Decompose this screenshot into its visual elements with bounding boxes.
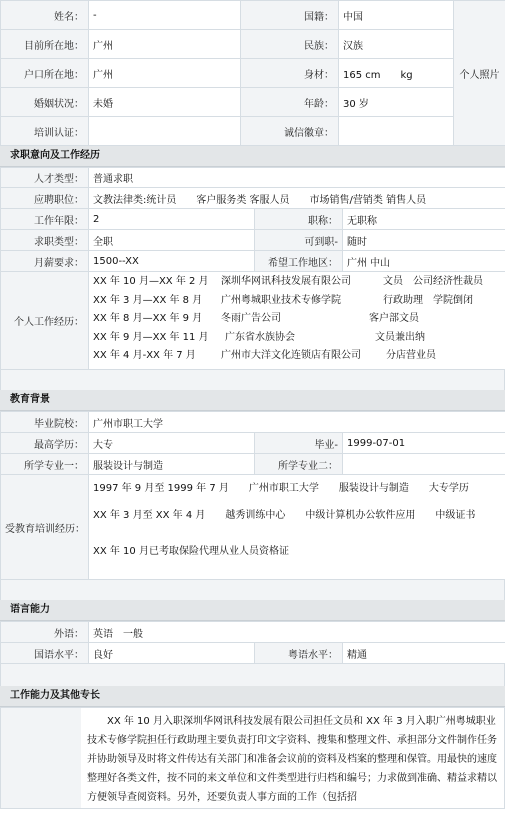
major1-label: 所学专业一： xyxy=(1,454,89,475)
section-title-language: 语言能力 xyxy=(0,600,505,621)
skills-label-cell xyxy=(1,708,81,808)
credit-badge-value xyxy=(339,117,454,146)
hukou-value: 广州 xyxy=(89,59,241,88)
skills-text: XX 年 10 月入职深圳华网讯科技发展有限公司担任文员和 XX 年 3 月入职广州粤城职业技术专修学院担任行政助理主要负责打印文字资料、搜集和整理文件、承担部分文件制作任务并协助领导及时将文件传达有关部门和准备会议前的资料及档案的整理和保管。用最快的速度整理好各类文件，按不同的来文单位和文件类型进行归档和编号；力求做到准确、精益求精以方便领导查阅资料。另外，还要负责人事方面的工作（包括招 xyxy=(87,716,497,803)
basic-info-table xyxy=(0,0,505,146)
ethnicity-value: 汉族 xyxy=(339,30,454,59)
credit-badge-label: 诚信徽章： xyxy=(241,117,339,146)
available-value: 随时 xyxy=(343,230,505,251)
position-value: 文教法律类:统计员 客户服务类 客服人员 市场销售/营销类 销售人员 xyxy=(89,188,505,209)
name-label: 姓名： xyxy=(1,1,89,30)
section-spacer xyxy=(0,664,505,686)
education-table xyxy=(0,411,505,580)
talent-type-value: 普通求职 xyxy=(89,168,505,188)
mandarin-value: 良好 xyxy=(89,643,255,664)
training-history-label: 受教育培训经历： xyxy=(1,475,89,580)
salary-value: 1500--XX xyxy=(89,251,255,272)
experience-item: XX 年 10 月—XX 年 2 月 深圳华网讯科技发展有限公司 文员 公司经济性裁员 xyxy=(93,276,483,287)
major2-value xyxy=(343,454,505,475)
job-type-value: 全职 xyxy=(89,230,255,251)
experience-item: XX 年 9 月—XX 年 11 月 广东省水族协会 文员兼出纳 xyxy=(93,331,425,343)
photo-placeholder: 个人照片 xyxy=(454,1,505,146)
marital-value: 未婚 xyxy=(89,88,241,117)
experience-list xyxy=(89,272,505,370)
name-value: - xyxy=(89,1,241,30)
area-value: 广州 中山 xyxy=(343,251,505,272)
age-label: 年龄： xyxy=(241,88,339,117)
cantonese-label: 粤语水平： xyxy=(255,643,343,664)
work-years-label: 工作年限： xyxy=(1,209,89,230)
mandarin-label: 国语水平： xyxy=(1,643,89,664)
experience-item: XX 年 8 月—XX 年 9 月 冬雨广告公司 客户部文员 xyxy=(93,313,419,324)
cantonese-value: 精通 xyxy=(343,643,505,664)
location-label: 目前所在地： xyxy=(1,30,89,59)
section-spacer xyxy=(0,370,505,390)
training-cert-value xyxy=(89,117,241,146)
location-value: 广州 xyxy=(89,30,241,59)
degree-label: 最高学历： xyxy=(1,433,89,454)
talent-type-label: 人才类型： xyxy=(1,168,89,188)
training-history-list xyxy=(89,475,505,580)
foreign-language-value: 英语 一般 xyxy=(89,622,505,643)
major2-label: 所学专业二： xyxy=(255,454,343,475)
major1-value: 服装设计与制造 xyxy=(89,454,255,475)
salary-label: 月薪要求： xyxy=(1,251,89,272)
skills-block xyxy=(0,707,505,809)
experience-label: 个人工作经历： xyxy=(1,272,89,370)
ethnicity-label: 民族： xyxy=(241,30,339,59)
title-label: 职称： xyxy=(255,209,343,230)
height-value: 165 cm kg xyxy=(339,59,454,88)
training-item: XX 年 10 月已考取保险代理从业人员资格证 xyxy=(93,546,289,557)
foreign-language-label: 外语： xyxy=(1,622,89,643)
language-table xyxy=(0,621,505,664)
work-years-value: 2 xyxy=(89,209,255,230)
graduation-label: 毕业- xyxy=(255,433,343,454)
area-label: 希望工作地区： xyxy=(255,251,343,272)
nationality-value: 中国 xyxy=(339,1,454,30)
training-cert-label: 培训认证： xyxy=(1,117,89,146)
height-label: 身材： xyxy=(241,59,339,88)
school-value: 广州市职工大学 xyxy=(89,412,505,433)
graduation-value: 1999-07-01 xyxy=(343,433,505,454)
training-item: 1997 年 9 月至 1999 年 7 月 广州市职工大学 服装设计与制造 大专学历 xyxy=(93,483,469,494)
position-label: 应聘职位： xyxy=(1,188,89,209)
hukou-label: 户口所在地： xyxy=(1,59,89,88)
experience-item: XX 年 4 月-XX 年 7 月 广州市大洋文化连锁店有限公司 分店营业员 xyxy=(93,350,436,361)
job-type-label: 求职类型： xyxy=(1,230,89,251)
experience-item: XX 年 3 月—XX 年 8 月 广州粤城职业技术专修学院 行政助理 学院倒闭 xyxy=(93,294,473,306)
section-title-education: 教育背景 xyxy=(0,390,505,411)
title-value: 无职称 xyxy=(343,209,505,230)
section-spacer xyxy=(0,580,505,600)
marital-label: 婚姻状况： xyxy=(1,88,89,117)
intent-table xyxy=(0,167,505,370)
section-title-skills: 工作能力及其他专长 xyxy=(0,686,505,707)
school-label: 毕业院校： xyxy=(1,412,89,433)
available-label: 可到职- xyxy=(255,230,343,251)
section-title-intent: 求职意向及工作经历 xyxy=(0,146,505,167)
degree-value: 大专 xyxy=(89,433,255,454)
nationality-label: 国籍： xyxy=(241,1,339,30)
age-value: 30 岁 xyxy=(339,88,454,117)
training-item: XX 年 3 月至 XX 年 4 月 越秀训练中心 中级计算机办公软件应用 中级证书 xyxy=(93,510,476,521)
